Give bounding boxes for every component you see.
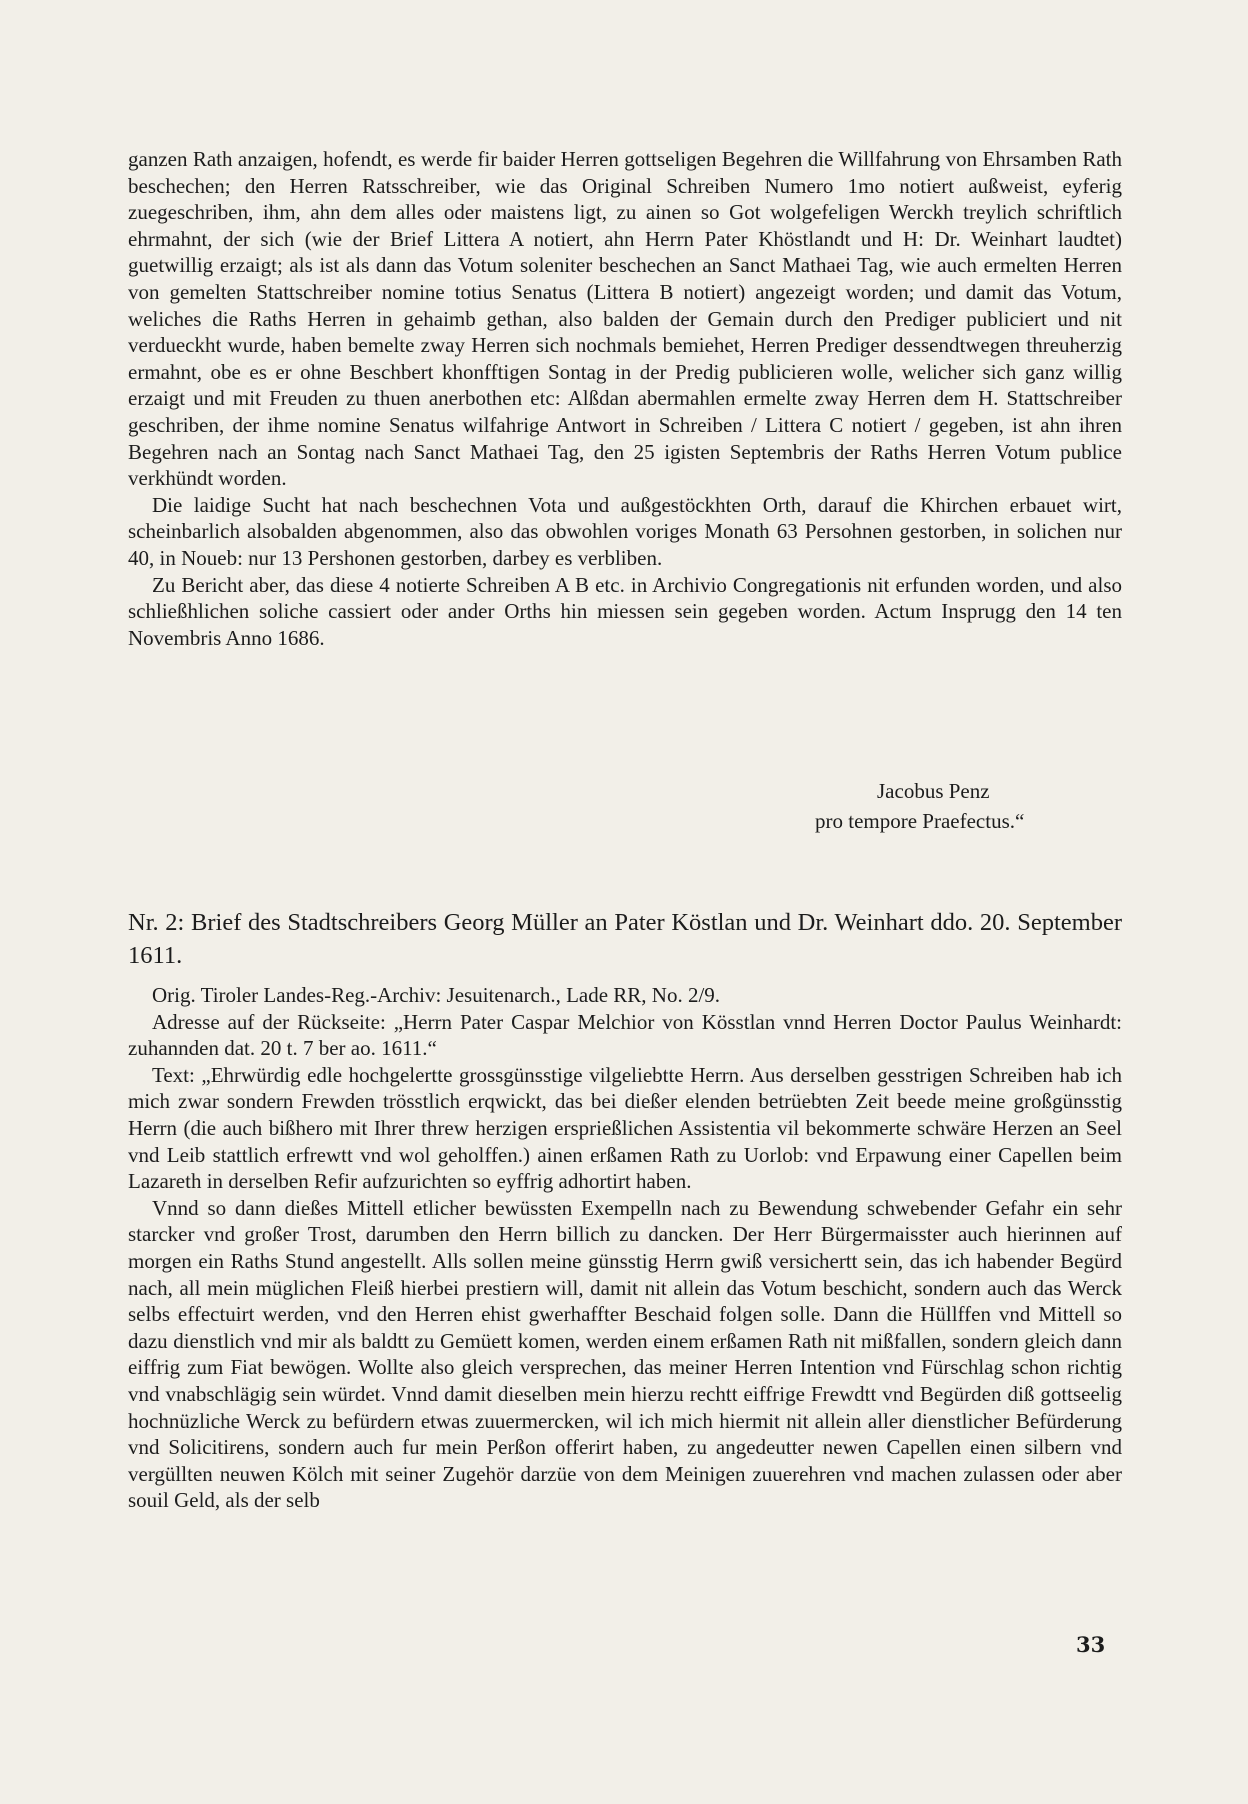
- paragraph: Zu Bericht aber, das diese 4 notierte Schreiben A B etc. in Archivio Congregationis nit erfunden worden, und also schließhlichen soliche cassiert oder ander Orths hin miessen sein gegeben worden. Actum Insprugg den 14 ten Novembris Anno 1686.: [128, 572, 1122, 650]
- section-2-heading: Nr. 2: Brief des Stadtschreibers Georg Müller an Pater Köstlan und Dr. Weinhart ddo. 20. September 1611.: [128, 909, 1122, 969]
- paragraph: Orig. Tiroler Landes-Reg.-Archiv: Jesuitenarch., Lade RR, No. 2/9.: [152, 983, 721, 1007]
- signature-name: Jacobus Penz: [877, 779, 990, 803]
- paragraph: ganzen Rath anzaigen, hofendt, es werde fir baider Herren gottseligen Begehren die Willfahrung von Ehrsamben Rath beschechen; den Herren Ratsschreiber, wie das Original Schreiben Numero 1mo notiert außweist, eyferig zuegeschriben, ihm, ahn dem alles oder maistens ligt, zu ainen so Got wolgefeligen Werckh treylich schriftlich ehrmahnt, der sich (wie der Brief Littera A notiert, ahn Herrn Pater Khöstlandt und H: Dr. Weinhart laudtet) guetwillig erzaigt; als ist als dann das Votum soleniter beschechen an Sanct Mathaei Tag, wie auch ermelten Herren von gemelten Stattschreiber nomine totius Senatus (Littera B notiert) angezeigt worden; und damit das Votum, weliches die Raths Herren in gehaimb gethan, also balden der Gemain durch den Prediger publiciert und nit verdueckht wurde, haben bemelte zway Herren sich nochmals bemiehet, Herren Prediger dessendtwegen threuherzig ermahnt, obe es er ohne Beschbert khonfftigen Sontag in der Predig publicieren wolle, welicher sich ganz willig erzaigt und mit Freuden zu thuen anerbothen etc: Alßdan abermahlen ermelte zway Herren dem H. Stattschreiber geschriben, der ihme nomine Senatus wilfahrige Antwort in Schreiben / Littera C notiert / gegeben, ist ahn ihren Begehren nach an Sontag nach Sanct Mathaei Tag, den 25 igisten Septembris der Raths Herren Votum publice verkhündt worden.: [128, 147, 1122, 491]
- signature-block: [760, 776, 1060, 836]
- page-number: 33: [1076, 1632, 1106, 1657]
- paragraph: Die laidige Sucht hat nach beschechnen Vota und außgestöckhten Orth, darauf die Khirchen erbauet wirt, scheinbarlich alsobalden abgenommen, also das obwohlen voriges Monath 63 Persohnen gestorben, in solichen nur 40, in Noueb: nur 13 Pershonen gestorben, darbey es verbliben.: [128, 492, 1122, 570]
- paragraph: Text: „Ehrwürdig edle hochgelertte grossgünsstige vilgeliebtte Herrn. Aus derselben gesstrigen Schreiben hab ich mich zwar sondern Frewden trösstlich erqwickt, das bei dießer elenden betrüebten Zeit beede meine großgünsstig Herrn (die auch bißhero mit Ihrer threw herzigen ersprießlichen Assistentia vil bekommerte schwäre Herzen an Seel vnd Leib stattlich erfrewtt vnd wol geholffen.) ainen erßamen Rath zu Uorlob: vnd Erpawung einer Capellen beim Lazareth in derselben Refir aufzurichten so eyffrig adhortirt haben.: [128, 1062, 1122, 1194]
- section-1-text: [128, 146, 1122, 651]
- paragraph: Vnnd so dann dießes Mittell etlicher bewüssten Exempelln nach zu Bewendung schwebender Gefahr ein sehr starcker vnd großer Trost, darumben den Herrn billich zu dancken. Der Herr Bürgermaisster auch hierinnen auf morgen ein Raths Stund angestellt. Alls sollen meine günsstig Herrn gwiß versichertt sein, das ich habender Begürd nach, all mein müglichen Fleiß hierbei prestiern will, damit nit allein das Votum beschicht, sondern auch das Werck selbs effectuirt werden, vnd den Herren ehist gwerhaffter Beschaid folgen solle. Dann die Hüllffen vnd Mittell so dazu dienstlich vnd mir als baldtt zu Gemüett komen, werden einem erßamen Rath nit mißfallen, sondern gleich dann eiffrig zum Fiat bewögen. Wollte also gleich versprechen, das meiner Herren Intention vnd Fürschlag schon richtig vnd vnabschlägig sein würdet. Vnnd damit dieselben mein hierzu rechtt eiffrige Frewdtt vnd Begürden diß gottseelig hochnüzliche Werck zu befürdern etwas zuuermercken, wil ich mich hiermit nit allein aller dienstlicher Befürderung vnd Solicitirens, sondern auch fur mein Perßon offerirt haben, zu angedeutter newen Capellen einen silbern vnd vergüllten neuwen Kölch mit seiner Zugehör darzüe von dem Meinigen zuuerehren vnd machen zulassen oder aber souil Geld, als der selb: [128, 1195, 1122, 1513]
- section-heading: [128, 906, 1122, 972]
- paragraph: Adresse auf der Rückseite: „Herrn Pater Caspar Melchior von Kösstlan vnnd Herren Doctor Paulus Weinhardt: zuhannden dat. 20 t. 7 ber ao. 1611.“: [128, 1009, 1122, 1061]
- section-2-text: [128, 982, 1122, 1514]
- signature-title: pro tempore Praefectus.“: [815, 809, 1025, 833]
